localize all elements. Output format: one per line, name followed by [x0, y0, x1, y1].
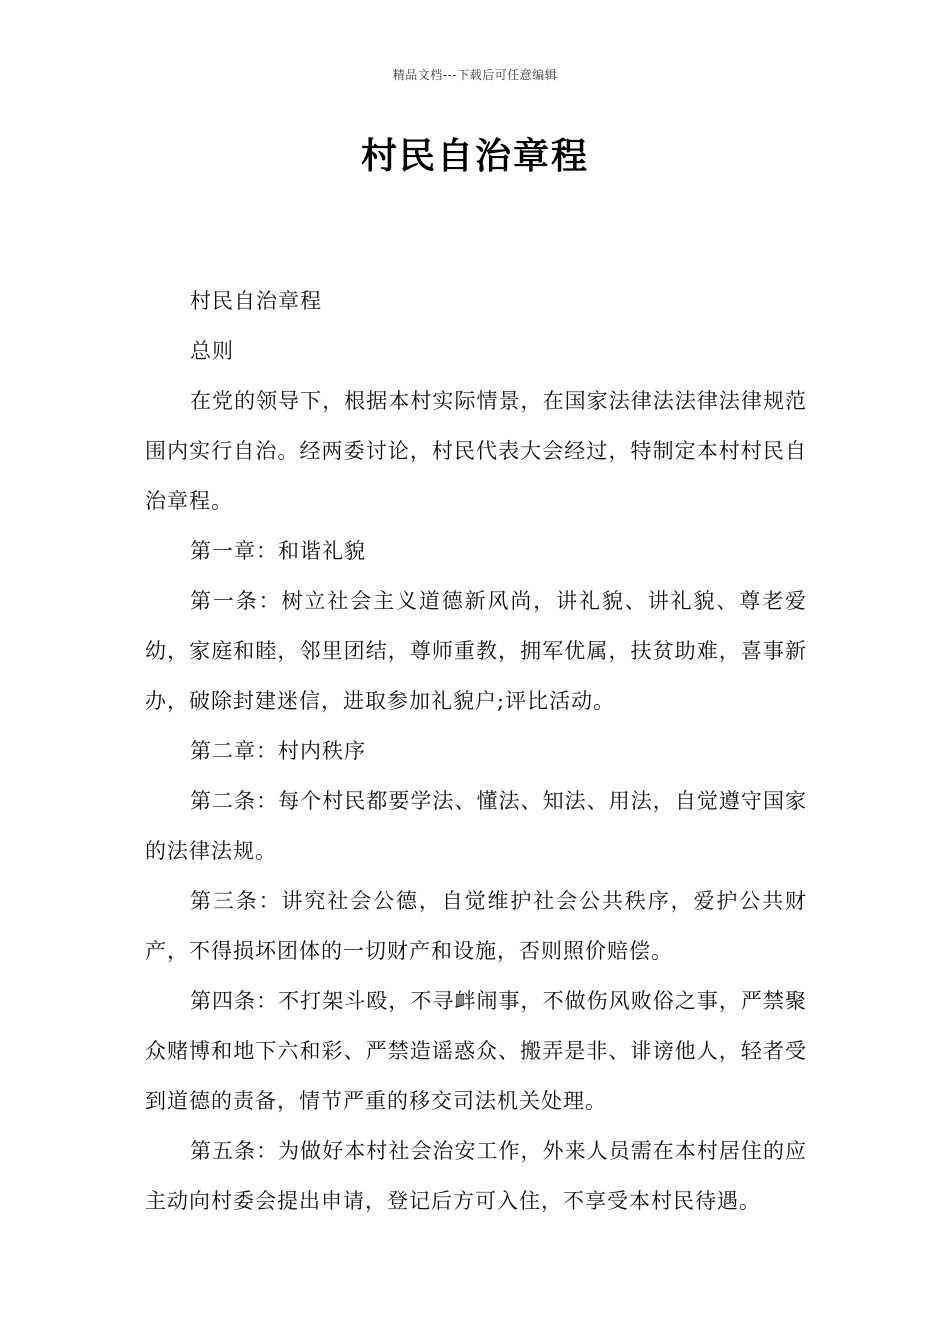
chapter-heading-1: 第一章：和谐礼貌 — [190, 539, 366, 563]
section-heading-general: 总则 — [190, 339, 234, 363]
article-3: 第三条：讲究社会公德，自觉维护社会公共秩序，爱护公共财产，不得损坏团体的一切财产和设施，否则照价赔偿。 — [145, 889, 807, 963]
document-body — [145, 276, 807, 1226]
page-header: 精品文档---下载后可任意编辑 — [392, 68, 558, 82]
article-5: 第五条：为做好本村社会治安工作，外来人员需在本村居住的应主动向村委会提出申请，登记后方可入住，不享受本村民待遇。 — [145, 1139, 807, 1213]
paragraph-preamble: 在党的领导下，根据本村实际情景，在国家法律法法律法律规范围内实行自治。经两委讨论，村民代表大会经过，特制定本村村民自治章程。 — [145, 389, 807, 513]
article-1: 第一条：树立社会主义道德新风尚，讲礼貌、讲礼貌、尊老爱幼，家庭和睦，邻里团结，尊师重教，拥军优属，扶贫助难，喜事新办，破除封建迷信，进取参加礼貌户;评比活动。 — [145, 589, 807, 713]
document-title: 村民自治章程 — [360, 136, 589, 177]
section-title: 村民自治章程 — [190, 289, 322, 313]
article-2: 第二条：每个村民都要学法、懂法、知法、用法，自觉遵守国家的法律法规。 — [145, 789, 807, 863]
chapter-heading-2: 第二章：村内秩序 — [190, 739, 366, 763]
article-4: 第四条：不打架斗殴，不寻衅闹事，不做伤风败俗之事，严禁聚众赌博和地下六和彩、严禁造谣惑众、搬弄是非、诽谤他人，轻者受到道德的责备，情节严重的移交司法机关处理。 — [145, 989, 807, 1113]
